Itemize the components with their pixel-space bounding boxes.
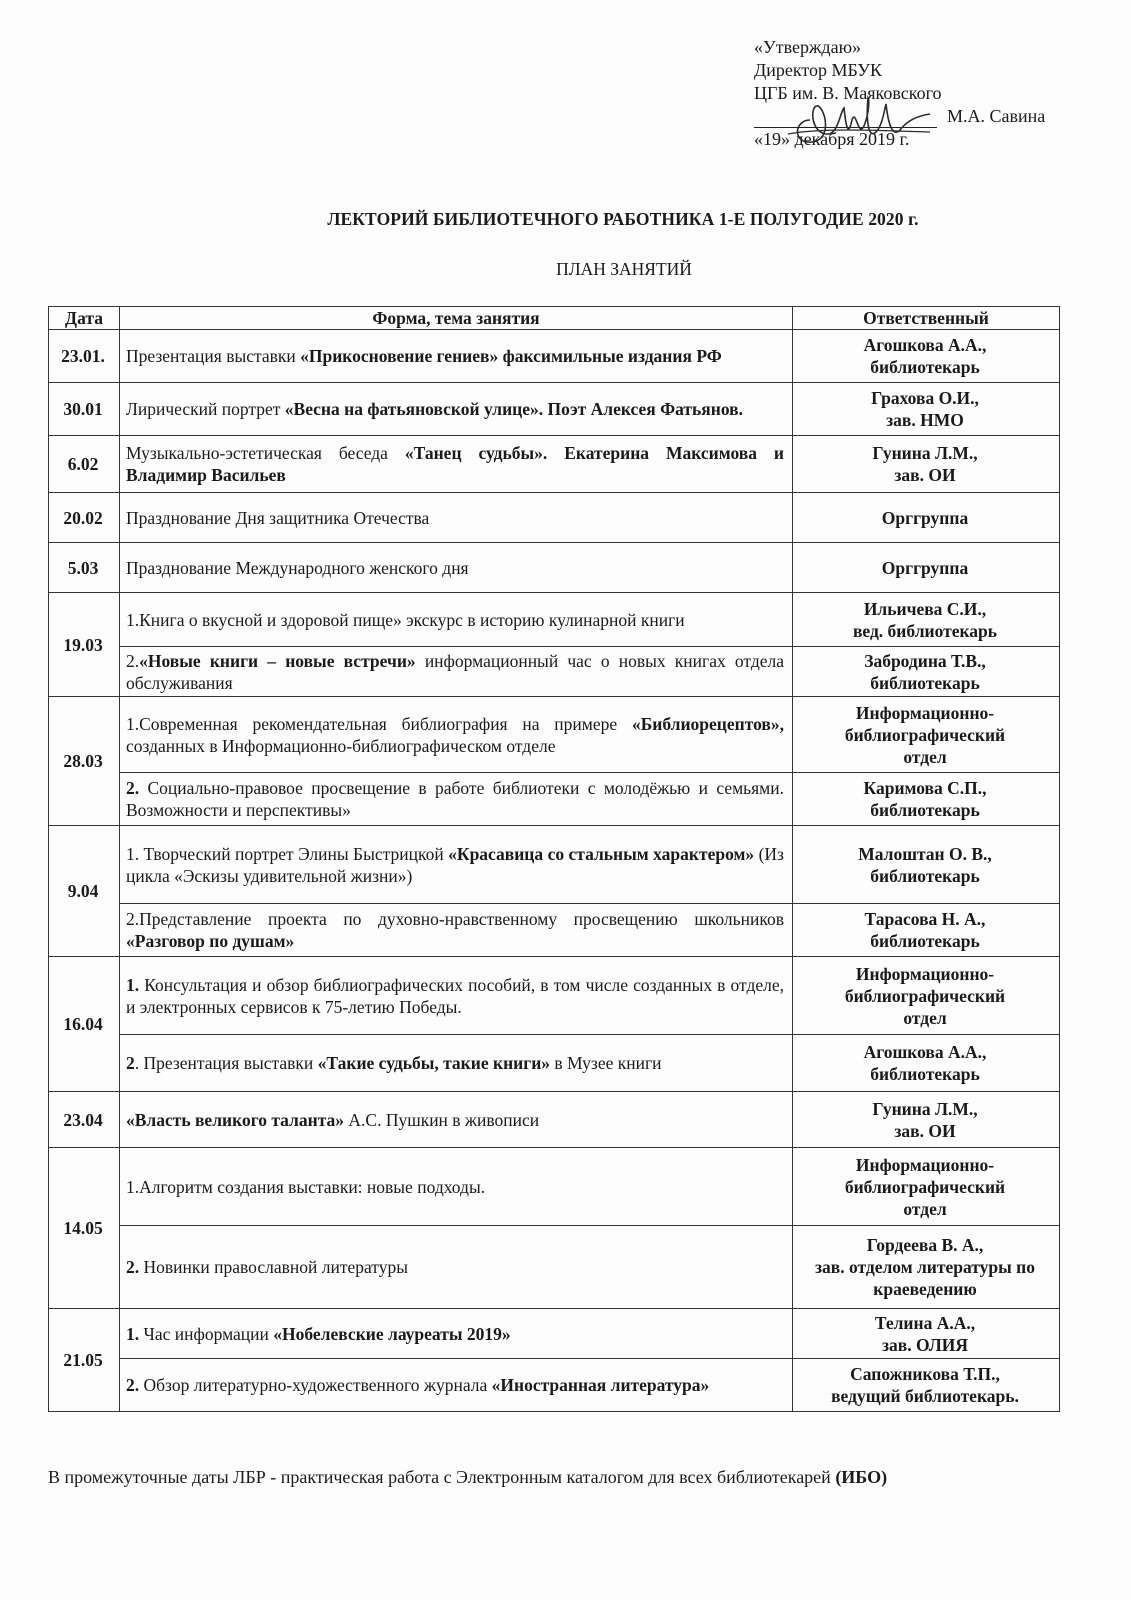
table-row [49, 543, 1060, 593]
row-topic: Празднование Международного женского дня [120, 543, 793, 593]
row-topic: Презентация выставки «Прикосновение гениев» факсимильные издания РФ [120, 330, 793, 383]
table-row [49, 957, 1060, 1035]
row-topic: 2. Новинки православной литературы [120, 1226, 793, 1309]
table-row [49, 697, 1060, 773]
approval-name: М.А. Савина [947, 106, 1046, 126]
footer-text: В промежуточные даты ЛБР - практическая работа с Электронным каталогом для всех библиотекарей [48, 1467, 836, 1487]
row-topic: Музыкально-эстетическая беседа «Танец судьбы». Екатерина Максимова и Владимир Васильев [120, 436, 793, 493]
row-topic: 2. Презентация выставки «Такие судьбы, такие книги» в Музее книги [120, 1035, 793, 1092]
row-responsible: Грахова О.И., зав. НМО [793, 383, 1060, 436]
row-topic: 1. Творческий портрет Элины Быстрицкой «Красавица со стальным характером» (Из цикла «Эскизы удивительной жизни») [120, 826, 793, 904]
document-title: ЛЕКТОРИЙ БИБЛИОТЕЧНОГО РАБОТНИКА 1-Е ПОЛУГОДИЕ 2020 г. [327, 209, 919, 229]
row-date: 23.01. [49, 330, 120, 383]
row-responsible: Орггруппа [793, 543, 1060, 593]
row-topic: «Власть великого таланта» А.С. Пушкин в живописи [120, 1092, 793, 1148]
table-row [49, 593, 1060, 647]
row-topic: 2.Представление проекта по духовно-нравственному просвещению школьников «Разговор по душам» [120, 904, 793, 957]
footer-bold: (ИБО) [835, 1467, 888, 1487]
row-date: 19.03 [49, 593, 120, 697]
row-date: 23.04 [49, 1092, 120, 1148]
approval-heading: «Утверждаю» [754, 37, 862, 57]
row-topic: 2. Социально-правовое просвещение в работе библиотеки с молодёжью и семьями. Возможности и перспективы» [120, 773, 793, 826]
table-row [49, 826, 1060, 904]
approval-organization: ЦГБ им. В. Маяковского [754, 83, 942, 103]
row-date: 14.05 [49, 1148, 120, 1309]
row-date: 30.01 [49, 383, 120, 436]
row-topic: 2.«Новые книги – новые встречи» информационный час о новых книгах отдела обслуживания [120, 647, 793, 697]
row-responsible: Ильичева С.И., вед. библиотекарь [793, 593, 1060, 647]
header-date: Дата [49, 307, 120, 330]
row-responsible: Орггруппа [793, 493, 1060, 543]
row-responsible: Гунина Л.М., зав. ОИ [793, 1092, 1060, 1148]
table-row [49, 1309, 1060, 1359]
row-responsible: Информационно-библиографический отдел [793, 957, 1060, 1035]
table-header-row [49, 307, 1060, 330]
row-responsible: Тарасова Н. А., библиотекарь [793, 904, 1060, 957]
row-responsible: Информационно-библиографический отдел [793, 697, 1060, 773]
row-date: 9.04 [49, 826, 120, 957]
row-topic: 1.Книга о вкусной и здоровой пище» экскурс в историю кулинарной книги [120, 593, 793, 647]
approval-position: Директор МБУК [754, 60, 882, 80]
header-topic: Форма, тема занятия [120, 307, 793, 330]
table-row [49, 436, 1060, 493]
row-topic: 1.Современная рекомендательная библиография на примере «Библиорецептов», созданных в Информационно-библиографическом отделе [120, 697, 793, 773]
table-row [49, 1092, 1060, 1148]
row-date: 20.02 [49, 493, 120, 543]
table-row [49, 493, 1060, 543]
table-row [49, 1148, 1060, 1226]
document-subtitle: ПЛАН ЗАНЯТИЙ [556, 259, 692, 279]
row-responsible: Забродина Т.В., библиотекарь [793, 647, 1060, 697]
schedule-table [48, 306, 1060, 1412]
table-row [49, 1226, 1060, 1309]
row-responsible: Гунина Л.М., зав. ОИ [793, 436, 1060, 493]
row-topic: 2. Обзор литературно-художественного журнала «Иностранная литература» [120, 1359, 793, 1412]
row-topic: 1. Консультация и обзор библиографических пособий, в том числе созданных в отделе, и электронных сервисов к 75-летию Победы. [120, 957, 793, 1035]
row-responsible: Гордеева В. А., зав. отделом литературы по краеведению [793, 1226, 1060, 1309]
table-row [49, 1035, 1060, 1092]
table-row [49, 1359, 1060, 1412]
row-date: 16.04 [49, 957, 120, 1092]
row-date: 5.03 [49, 543, 120, 593]
row-responsible: Каримова С.П., библиотекарь [793, 773, 1060, 826]
row-topic: 1.Алгоритм создания выставки: новые подходы. [120, 1148, 793, 1226]
table-row [49, 330, 1060, 383]
footer-note [48, 1464, 1078, 1491]
table-row [49, 383, 1060, 436]
approval-date: «19» декабря 2019 г. [754, 129, 910, 149]
row-topic: Лирический портрет «Весна на фатьяновской улице». Поэт Алексея Фатьянов. [120, 383, 793, 436]
row-date: 21.05 [49, 1309, 120, 1412]
row-responsible: Сапожникова Т.П., ведущий библиотекарь. [793, 1359, 1060, 1412]
row-responsible: Агошкова А.А., библиотекарь [793, 1035, 1060, 1092]
table-row [49, 904, 1060, 957]
row-date: 28.03 [49, 697, 120, 826]
table-row [49, 647, 1060, 697]
row-date: 6.02 [49, 436, 120, 493]
row-topic: 1. Час информации «Нобелевские лауреаты 2019» [120, 1309, 793, 1359]
row-topic: Празднование Дня защитника Отечества [120, 493, 793, 543]
row-responsible: Информационно-библиографический отдел [793, 1148, 1060, 1226]
row-responsible: Агошкова А.А., библиотекарь [793, 330, 1060, 383]
header-responsible: Ответственный [793, 307, 1060, 330]
handwritten-signature [780, 82, 940, 152]
row-responsible: Телина А.А., зав. ОЛИЯ [793, 1309, 1060, 1359]
table-row [49, 773, 1060, 826]
row-responsible: Малоштан О. В., библиотекарь [793, 826, 1060, 904]
